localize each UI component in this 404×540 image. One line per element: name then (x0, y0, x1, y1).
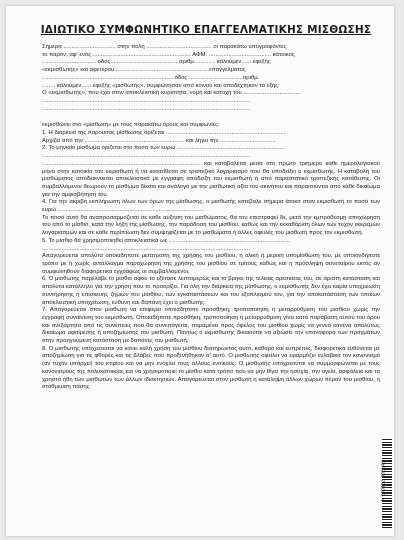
lease-document-page (6, 6, 394, 536)
clause-line: εκμισθώνει στο «μισθωτή» με τους παρακάτω όρους και συμφωνίες: (42, 122, 220, 129)
term-1: 1. Η διάρκεια της παρούσας μίσθωσης ορίζεται ......................................................................... (42, 130, 286, 137)
term-1-dates: Αρχίζει από την ............................................................. και λήγει την .................................. (42, 137, 276, 144)
term-4: 4. Για την ακριβή εκπλήρωση όλων των όρων της μίσθωσης, ο μισθωτής κατέβαλε σήμερα άτοκα στον εκμισθωτή το ποσό των ευρώ .......................................................................................... (42, 199, 380, 214)
term-8: 8. Ο μισθωτής υποχρεούται να κάνει καλή χρήση του μισθίου διατηρώντας αυτό, καθαρό και ευπρεπές, διαφορετικά ευθύνεται με αποζημίωση για τις φθορές και τις βλάβες που προξενήθηκαν σ' αυτό. Ο μισθωτής οφείλει να εφαρμόζει ευλαβικά τον κανονισμό (αν τυχόν υπάρχει) του κτιρίου και να μην ενοχλεί τους άλλους ενοίκους. Ο μισθωτής υποχρεούται να συμμορφώνεται με τους κανονισμούς της πολυκατοικίας και να χρησιμοποιεί το μίσθιο κατά τρόπο που να μην θίγει την ησυχία, την υγεία, ασφάλεια και τα χρηστά ήθη των μισθωτών των άλλων ιδιοκτησιών. Απαγορεύεται στον μισθωτή η κατάληψη άλλων χώρων πέραν του μισθίου, η στάθμευση πάσης (42, 345, 380, 391)
term-5-details: Απαγορεύεται απολύτα οποιαδήποτε μετατροπή της χρήσης του μισθίου, η ολική ή μερική υπομίσθωσή του, με οποιονδήποτε τρόπο με ή χωρίς αντάλλαγμα παραχώρηση της χρήσης του μισθίου σε τρίτους καθώς και η πρόσληψη συνεταίρου εκτός αν συμφωνηθούν διαφορετικά εγγράφως οι συμβαλλόμενοι. (42, 253, 380, 275)
clause-line: ................................. οδός ........................................ αριθμ. ........... καλούμεν...... εφεξής (42, 59, 271, 66)
document-title: ΙΔΙΩΤΙΚΟ ΣΥΜΦΩΝΗΤΙΚΟ ΕΠΑΓΓΕΛΜΑΤΙΚΗΣ ΜΙΣΘΩΣΗΣ (40, 24, 372, 36)
clause-line: ............................................................................................................................... (42, 97, 250, 104)
term-2: 2. Το μηνιαίο μίσθωμα ορίζεται στο ποσό των ευρώ .................................................................. (42, 145, 285, 152)
document-body (42, 44, 380, 392)
term-2-amount: ............................................................................................................................... (42, 153, 250, 160)
term-6: 6. Ο μισθωτής παρέλαβε το μίσθιο αφού το εξέτασε λεπτομερώς και το βρήκε της τέλειας αρεσκείας του, σε άριστη κατάσταση και απολύτα κατάλληλο για την χρήση που το προορίζει. Για όλη την διάρκεια της μίσθωσης, ο εκμισθωτής δεν έχει καμία υποχρέωση συντήρησης ή επισκευής ζημιών του μισθίου, των εγκαταστάσεων και του εξοπλισμού του, για την αποκατάσταση των οποίων αποκλειστική υποχρέωση, ευθύνη και δαπάνη έχει ο μισθωτής. (42, 276, 380, 306)
clause-line: το παρόν, αφ' ενός ............................................................ ΑΦΜ: ...................................... κάτοικος (42, 51, 295, 58)
clause-line: ........ καλούμεν...... εφεξής «μισθωτής», συμφώνησαν από κοινού και αποδέχτηκαν τα εξής: (42, 82, 280, 89)
clause-line: «εκμισθωτής» και αφετέρου ........................................................ επαγγελματος (42, 67, 246, 74)
clause-line: Ο «εκμισθωτής», που έχει στην αποκλειστική κυριότητα, νομή και κατοχή του ................................... (42, 90, 301, 97)
term-4-details: Το ποσό αυτό θα αναπροσαρμόζεται σε κάθε αύξηση του μισθώματος, θα του επιστραφεί δε, μετά την εμπρόθεσμη αποχώρηση του από το μίσθιο, κατά την λήξη της μίσθωσης, την παράδοση του μισθίου, καθώς και την εκκαθάριση όλων των τυχόν εκκρεμών λογαριασμών και σε κάθε περίπτωση δεν συμψηφίζεται με το μισθώματα ή άλλες οφειλές του μισθωτή προς τον εκμισθωτή. (42, 214, 380, 237)
barcode-number: 5 200122 056646 (382, 461, 387, 502)
term-5-use: ............................................................................................................................... (42, 245, 250, 252)
term-3: ................................................................................................. και καταβάλεται μέσα στο πρώτο τριήμερο κάθε ημερολογιακού μήνα στην κατοικία του εκμισθωτή ή να κατατίθεται σε τραπεζικό λογαριασμό που θα υποδείξει ο εκμισθωτής. Η καταβολή του μισθώματος αποδεικνύεται αποκλειστικά με έγγραφη απόδειξη του εκμισθωτή ή από παραστατικό τραπεζικής κατάθεσης. Οι συμβαλλόμενοι θεωρούν το μίσθωμα δίκαιο και ανάλογο με την μισθωτική αξία του ακινήτου και παραιτούνται από κάθε δικαίωμα για την αμφισβήτηση του. (42, 160, 380, 198)
clause-line: Σήμερα ................................ στην πόλη ........................................ οι παρακάτω υπογράφοντες (42, 44, 287, 50)
term-7: 7. Απαγορεύεται στον μισθωτή να επιφέρει οποιαδήποτε προσθήκη, τροποποίηση ή μεταρρύθμιση του μισθίου χωρίς την έγγραφη συναίνεση του εκμισθωτή. Οποιαδήποτε προσθήκη, τροποποίηση ή μεταρρύθμιση γίνει κατά παράβαση αυτού του όρου και ανεξάρτητα από τις συνέπειες που θα συνεπάγεται, παραμένει προς όφελος του μισθίου χωρίς να γεννά κανένα απολύτως δικαίωμα αφαίρεσης ή αποζημίωσης του μισθωτή. Πάντως ο εκμισθωτής δικαιούται να αξιώσει την επαναφορά των πραγμάτων στην προηγούμενη κατάσταση με δαπάνες του μισθωτή. (42, 307, 380, 345)
term-5: 5. Το μίσθιο θα χρησιμοποιηθεί αποκλειστικά ως .......................................................................... (42, 237, 291, 244)
clause-line: ............................................................................................................................... (42, 105, 250, 112)
clause-line: ................................................................................ οδός ................................ αριθμ. (42, 74, 260, 81)
